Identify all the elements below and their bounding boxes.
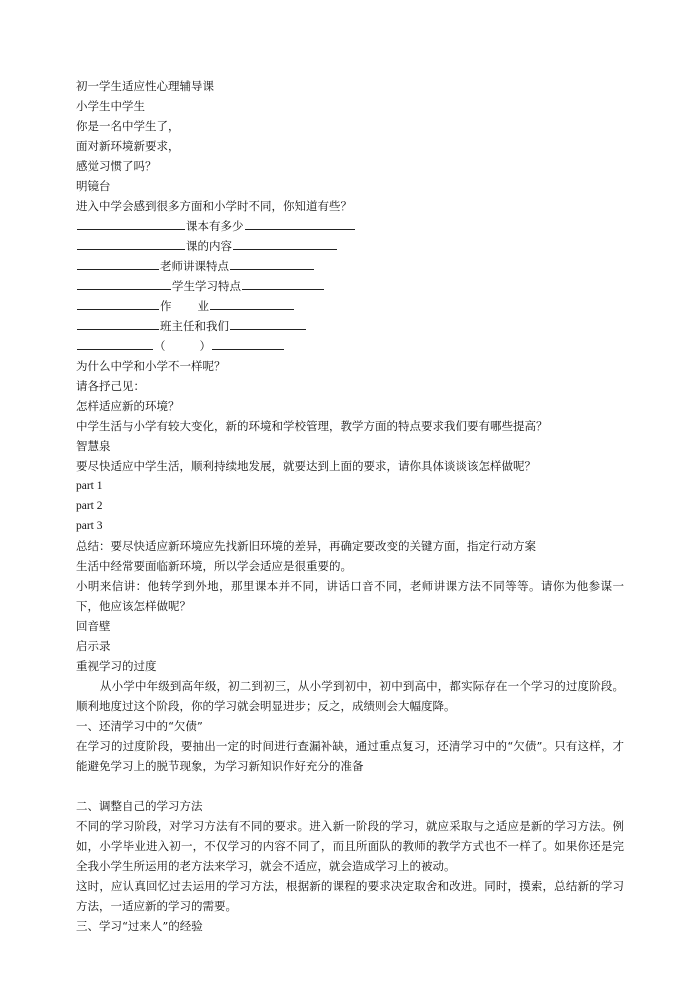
blank-line bbox=[77, 236, 185, 250]
question-line: 进入中学会感到很多方面和小学时不同，你知道有些？ bbox=[76, 199, 352, 213]
blank-line bbox=[242, 276, 324, 290]
section-2-title: 二、调整自己的学习方法 bbox=[76, 799, 203, 813]
section-heading-wisdom: 智慧泉 bbox=[76, 439, 111, 453]
question-line: 为什么中学和小学不一样呢？ bbox=[76, 359, 226, 373]
section-1-title: 一、还清学习中的“欠债” bbox=[76, 719, 203, 733]
intro-line: 你是一名中学生了， bbox=[76, 119, 180, 133]
document-page bbox=[76, 76, 624, 936]
blank-line bbox=[233, 236, 337, 250]
blank-line bbox=[77, 256, 159, 270]
section-heading-mirror: 明镜台 bbox=[76, 179, 111, 193]
intro-line: 感觉习惯了吗？ bbox=[76, 159, 157, 173]
blank-label: 课的内容 bbox=[186, 239, 232, 253]
blank-label: 老师讲课特点 bbox=[160, 259, 229, 273]
section-2-paragraph: 这时，应认真回忆过去运用的学习方法，根据新的课程的要求决定取舍和改进。同时，摸索，总结新的学习方法，一适应新的学习的需要。 bbox=[76, 879, 624, 913]
blank-row bbox=[76, 276, 624, 296]
intro-line: 面对新环境新要求， bbox=[76, 139, 180, 153]
section-2-paragraph: 不同的学习阶段，对学习方法有不同的要求。进入新一阶段的学习，就应采取与之适应是新的学习方法。例如，小学毕业进入初一，不仅学习的内容不同了，而且所面队的教师的教学方式也不一样了。如果你还是完全我小学生所运用的老方法来学习，就会不适应，就会造成学习上的被动。 bbox=[76, 819, 624, 873]
blank-row bbox=[76, 256, 624, 276]
blank-line bbox=[230, 256, 314, 270]
blank-line bbox=[77, 336, 153, 350]
blank-line bbox=[230, 316, 306, 330]
blank-line bbox=[210, 296, 294, 310]
blank-line bbox=[212, 336, 284, 350]
letter-paragraph: 小明来信讲：他转学到外地，那里课本并不同，讲话口音不同，老师讲课方法不同等等。请你为他参谋一下，他应该怎样做呢？ bbox=[76, 579, 624, 613]
life-line: 生活中经常要面临新环境，所以学会适应是很重要的。 bbox=[76, 559, 352, 573]
section-1-paragraph: 在学习的过度阶段，要抽出一定的时间进行查漏补缺，通过重点复习，还清学习中的“欠债”。只有这样，才能避免学习上的脱节现象，为学习新知识作好充分的准备 bbox=[76, 739, 624, 773]
transition-paragraph: 从小学中年级到高年级，初二到初三，从小学到初中，初中到高中，都实际存在一个学习的过度阶段。顺利地度过这个阶段，你的学习就会明显进步；反之，成绩则会大幅度降。 bbox=[76, 679, 624, 713]
blank-row bbox=[76, 316, 624, 336]
section-heading-echo: 回音壁 bbox=[76, 619, 111, 633]
blank-label: 课本有多少 bbox=[186, 219, 244, 233]
intro-line: 小学生中学生 bbox=[76, 99, 145, 113]
question-line: 中学生活与小学有较大变化，新的环境和学校管理，教学方面的特点要求我们要有哪些提高？ bbox=[76, 419, 548, 433]
blank-line bbox=[77, 296, 159, 310]
blank-label: 学生学习特点 bbox=[172, 279, 241, 293]
blank-label: 作 bbox=[160, 299, 172, 313]
blank-label: 业 bbox=[197, 299, 209, 313]
document-title: 初一学生适应性心理辅导课 bbox=[76, 79, 214, 93]
part-label: part 2 bbox=[76, 500, 103, 512]
blank-label: ） bbox=[199, 339, 211, 353]
spacer bbox=[76, 776, 624, 796]
blank-row bbox=[76, 296, 624, 316]
blank-line bbox=[245, 216, 355, 230]
transition-title: 重视学习的过度 bbox=[76, 659, 157, 673]
blank-label: 班主任和我们 bbox=[160, 319, 229, 333]
question-line: 要尽快适应中学生活，顺利持续地发展，就要达到上面的要求，请你具体谈谈该怎样做呢？ bbox=[76, 459, 536, 473]
blank-row bbox=[76, 236, 624, 256]
blank-line bbox=[77, 216, 185, 230]
part-label: part 3 bbox=[76, 520, 103, 532]
blank-line bbox=[77, 276, 171, 290]
section-3-title: 三、学习“过来人”的经验 bbox=[76, 919, 203, 933]
blank-row bbox=[76, 336, 624, 356]
blank-line bbox=[77, 316, 159, 330]
summary-line: 总结：要尽快适应新环境应先找新旧环境的差异，再确定要改变的关键方面，指定行动方案 bbox=[76, 539, 536, 553]
section-heading-revelation: 启示录 bbox=[76, 639, 111, 653]
part-label: part 1 bbox=[76, 480, 103, 492]
question-line: 怎样适应新的环境？ bbox=[76, 399, 180, 413]
blank-row bbox=[76, 216, 624, 236]
prompt-line: 请各抒己见： bbox=[76, 379, 145, 393]
blank-label: （ bbox=[154, 339, 166, 353]
